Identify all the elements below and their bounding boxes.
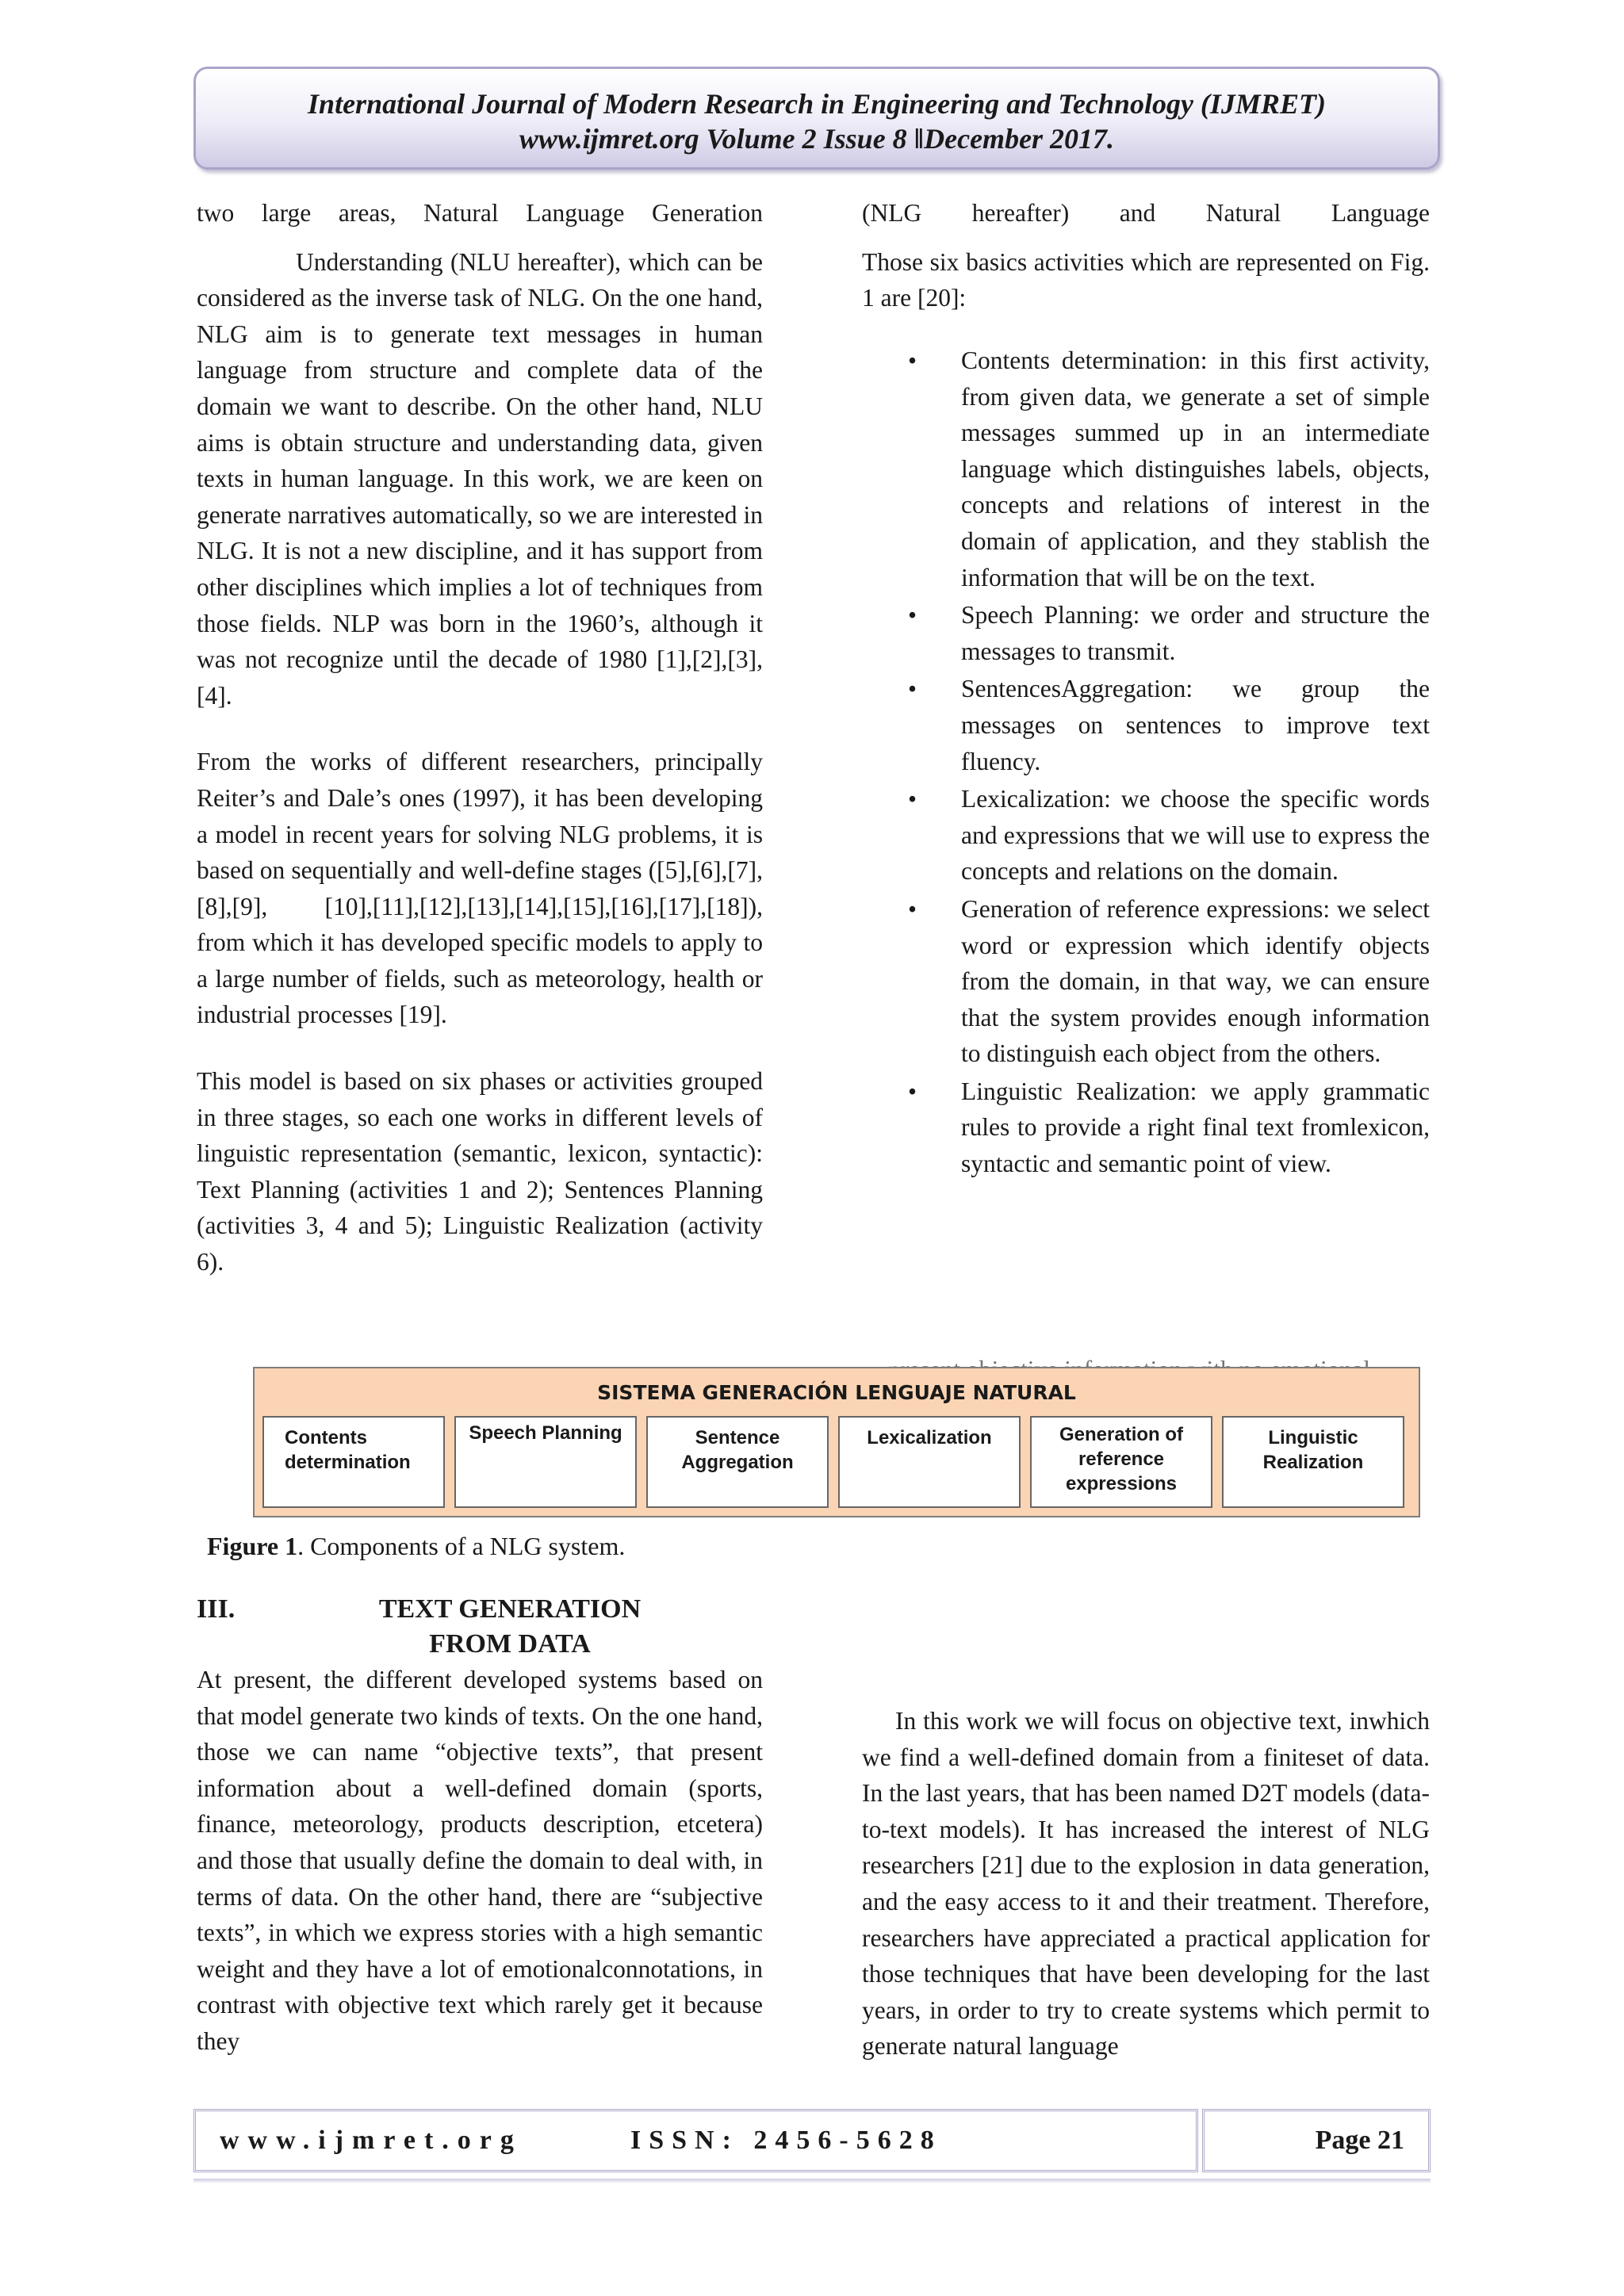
footer-issn: ISSN: 2456-5628: [630, 2126, 942, 2155]
paragraph-six-phases: This model is based on six phases or activities grouped in three stages, so each one works in different levels of linguistic representation (semantic, lexicon, syntactic): Text Planning (activities 1 and 2); Sentences Planning (activities 3, 4 and 5); Linguistic Realization (activity 6).: [197, 1067, 763, 1276]
journal-title: International Journal of Modern Research in Engineering and Technology (IJMRET): [308, 88, 1326, 120]
list-item: • SentencesAggregation: we group the messages on sentences to improve text fluency.: [862, 671, 1430, 779]
figure-title: SISTEMA GENERACIÓN LENGUAJE NATURAL: [597, 1381, 1076, 1404]
caption-text: . Components of a NLG system.: [297, 1532, 626, 1560]
paragraph-two-kinds: At present, the different developed systems based on that model generate two kinds of texts. On the one hand, those we can name “objective texts”, that present information about a well-defined domain (sports, finance, meteorology, products description, etcetera) and those that usually define the domain to deal with, in terms of data. On the other hand, there are “subjective texts”, in which we express stories with a high semantic weight and they have a lot of emotionalconnotations, in contrast with objective text which rarely get it because they: [197, 1666, 763, 2055]
journal-header: [193, 67, 1440, 170]
activities-list: [862, 342, 1430, 1184]
figure-box-contents: Contents determination: [262, 1416, 445, 1508]
right-top-line: (NLG hereafter) and Natural Language: [862, 199, 1430, 227]
figure-box-lexicalization: Lexicalization: [838, 1416, 1021, 1508]
figure-box-speech-planning: Speech Planning: [454, 1416, 637, 1508]
paragraph-reiter-dale: From the works of different researchers, principally Reiter’s and Dale’s ones (1997), it has been developing a model in recent years for solving NLG problems, it is based on sequentially and well-define stages ([5],[6],[7],[8],[9], [10],[11],[12],[13],[14],[15],[16],[17],[18]), from which it has developed specific models to apply to a large number of fields, such as meteorology, health or industrial processes [19].: [197, 748, 763, 1029]
left-column-lower: [197, 1662, 763, 2060]
left-top-line: two large areas, Natural Language Generation: [197, 199, 763, 227]
page-number: Page 21: [1315, 2126, 1404, 2155]
bullet-icon: •: [908, 785, 917, 813]
paragraph-objective-text: In this work we will focus on objective text, inwhich we find a well-defined domain from a finiteset of data. In the last years, that has been named D2T models (data-to-text models). It has increased the interest of NLG researchers [21] due to the explosion in data generation, and the easy access to it and their treatment. Therefore, researchers have appreciated a practical application for those techniques that have been developing for the last years, in order to try to create systems which permit to generate natural language: [862, 1707, 1430, 2061]
list-item: • Lexicalization: we choose the specific words and expressions that we will use to express the concepts and relations on the domain.: [862, 781, 1430, 890]
section-number: III.: [197, 1594, 236, 1624]
list-item: • Generation of reference expressions: we select word or expression which identify objects from the domain, in that way, we can ensure that the system provides enough information to distinguish each object from the others.: [862, 891, 1430, 1072]
journal-issue: www.ijmret.org Volume 2 Issue 8 ǁDecember 2017.: [519, 123, 1115, 155]
bullet-icon: •: [908, 675, 917, 703]
figure-box-reference-expressions: Generation of reference expressions: [1030, 1416, 1212, 1508]
nlg-system-figure: [253, 1367, 1420, 1517]
page-footer: [193, 2109, 1431, 2177]
figure-box-linguistic-realization: Linguistic Realization: [1222, 1416, 1404, 1508]
bullet-icon: •: [908, 601, 917, 629]
activities-intro: Those six basics activities which are represented on Fig. 1 are [20]:: [862, 247, 1430, 312]
list-item: • Contents determination: in this first activity, from given data, we generate a set of simple messages summed up in an intermediate language which distinguishes labels, objects, concepts and relations of interest in the domain of application, and they stablish the information that will be on the text.: [862, 342, 1430, 595]
list-item: • Speech Planning: we order and structure the messages to transmit.: [862, 597, 1430, 669]
bullet-icon: •: [908, 346, 917, 374]
figure-box-sentence-aggregation: Sentence Aggregation: [646, 1416, 829, 1508]
footer-shadow: [193, 2179, 1431, 2183]
bullet-icon: •: [908, 1077, 917, 1105]
footer-right-box: [1202, 2109, 1431, 2172]
list-item: • Linguistic Realization: we apply grammatic rules to provide a right final text fromlexicon, syntactic and semantic point of view.: [862, 1073, 1430, 1182]
footer-site: www.ijmret.org: [220, 2126, 523, 2155]
figure-caption: [207, 1532, 625, 1561]
section-title: TEXT GENERATION FROM DATA: [378, 1594, 642, 1659]
right-column-lower: [862, 1703, 1430, 2064]
bullet-icon: •: [908, 894, 917, 923]
left-column-upper: [197, 195, 763, 1280]
footer-left-box: [193, 2109, 1198, 2172]
caption-label: Figure 1: [207, 1532, 298, 1560]
right-column-upper: [862, 195, 1430, 316]
paragraph-nlu: Understanding (NLU hereafter), which can be considered as the inverse task of NLG. On the one hand, NLG aim is to generate text messages in human language from structure and complete data of the domain we want to describe. On the other hand, NLU aims is obtain structure and understanding data, given texts in human language. In this work, we are keen on generate narratives automatically, so we are interested in NLG. It is not a new discipline, and it has support from other disciplines which implies a lot of techniques from those fields. NLP was born in the 1960’s, although it was not recognize until the decade of 1980 [1],[2],[3],[4].: [197, 247, 763, 710]
